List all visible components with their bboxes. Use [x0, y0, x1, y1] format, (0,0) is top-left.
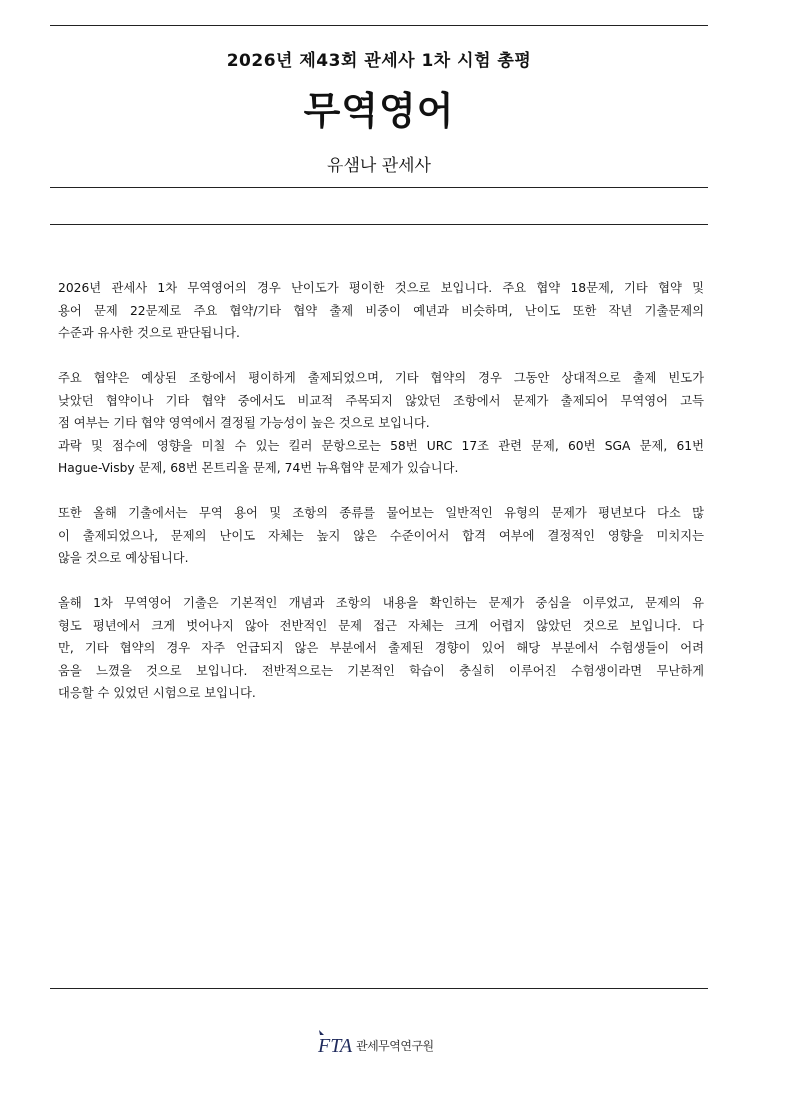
- text-line: 주요 협약은 예상된 조항에서 평이하게 출제되었으며, 기타 협약의 경우 그동안 상대적으로 출제 빈도가: [58, 371, 704, 385]
- paragraph-main-conventions: [58, 367, 704, 435]
- paragraph-killer-questions: [58, 435, 704, 480]
- header-bottom-rule: [50, 187, 708, 188]
- body-top-rule: [50, 224, 708, 225]
- text-line: 이 출제되었으나, 문제의 난이도 자체는 높지 않은 수준이어서 합격 여부에 결정적인 영향을 미치지는: [58, 528, 704, 543]
- paragraph-terminology: [58, 502, 704, 570]
- text-line: 올해 1차 무역영어 기출은 기본적인 개념과 조항의 내용을 확인하는 문제가 중심을 이루었고, 문제의 유: [58, 596, 704, 610]
- top-rule: [50, 25, 708, 26]
- text-line: 2026년 관세사 1차 무역영어의 경우 난이도가 평이한 것으로 보입니다. 주요 협약 18문제, 기타 협약 및: [58, 281, 704, 295]
- fta-logo-text: FTA: [318, 1035, 353, 1054]
- text-line: 형도 평년에서 크게 벗어나지 않아 전반적인 문제 접근 자체는 크게 어렵지 않았던 것으로 보입니다. 다: [58, 618, 704, 633]
- text-line: 또한 올해 기출에서는 무역 용어 및 조항의 종류를 물어보는 일반적인 유형의 문제가 평년보다 다소 많: [58, 506, 704, 520]
- paragraph-overview: [58, 277, 704, 345]
- text-line: 움을 느꼈을 것으로 보입니다. 전반적으로는 기본적인 학습이 충실히 이루어진 수험생이라면 무난하게: [58, 663, 704, 678]
- text-line: 과락 및 점수에 영향을 미칠 수 있는 킬러 문항으로는 58번 URC 17조 관련 문제, 60번 SGA 문제, 61번: [58, 438, 704, 453]
- author-name: 유샘나 관세사: [327, 156, 431, 176]
- text-line: 만, 기타 협약의 경우 자주 언급되지 않은 부분에서 출제된 경향이 있어 해당 부분에서 수험생들이 어려: [58, 641, 704, 655]
- text-line: 않을 것으로 예상됩니다.: [58, 551, 189, 565]
- footer-logo: [316, 1028, 434, 1054]
- text-line: 대응할 수 있었던 시험으로 보입니다.: [58, 686, 256, 700]
- paragraph-conclusion: [58, 592, 704, 705]
- text-line: 수준과 유사한 것으로 판단됩니다.: [58, 326, 240, 340]
- text-line: 점 여부는 기타 협약 영역에서 결정될 가능성이 높은 것으로 보입니다.: [58, 416, 430, 430]
- footer-rule: [50, 988, 708, 989]
- fta-logo-icon: [316, 1028, 356, 1054]
- logo-text: 관세무역연구원: [356, 1039, 434, 1053]
- subject-title: 무역영어: [303, 89, 455, 133]
- text-line: Hague-Visby 문제, 68번 몬트리올 문제, 74번 뉴욕협약 문제가 있습니다.: [58, 461, 459, 475]
- text-line: 용어 문제 22문제로 주요 협약/기타 협약 출제 비중이 예년과 비슷하며, 난이도 또한 작년 기출문제의: [58, 303, 704, 318]
- review-body: [58, 277, 704, 727]
- exam-title: 2026년 제43회 관세사 1차 시험 총평: [226, 51, 532, 71]
- text-line: 낮았던 협약이나 기타 협약 중에서도 비교적 주목되지 않았던 조항에서 문제가 출제되어 무역영어 고득: [58, 393, 704, 408]
